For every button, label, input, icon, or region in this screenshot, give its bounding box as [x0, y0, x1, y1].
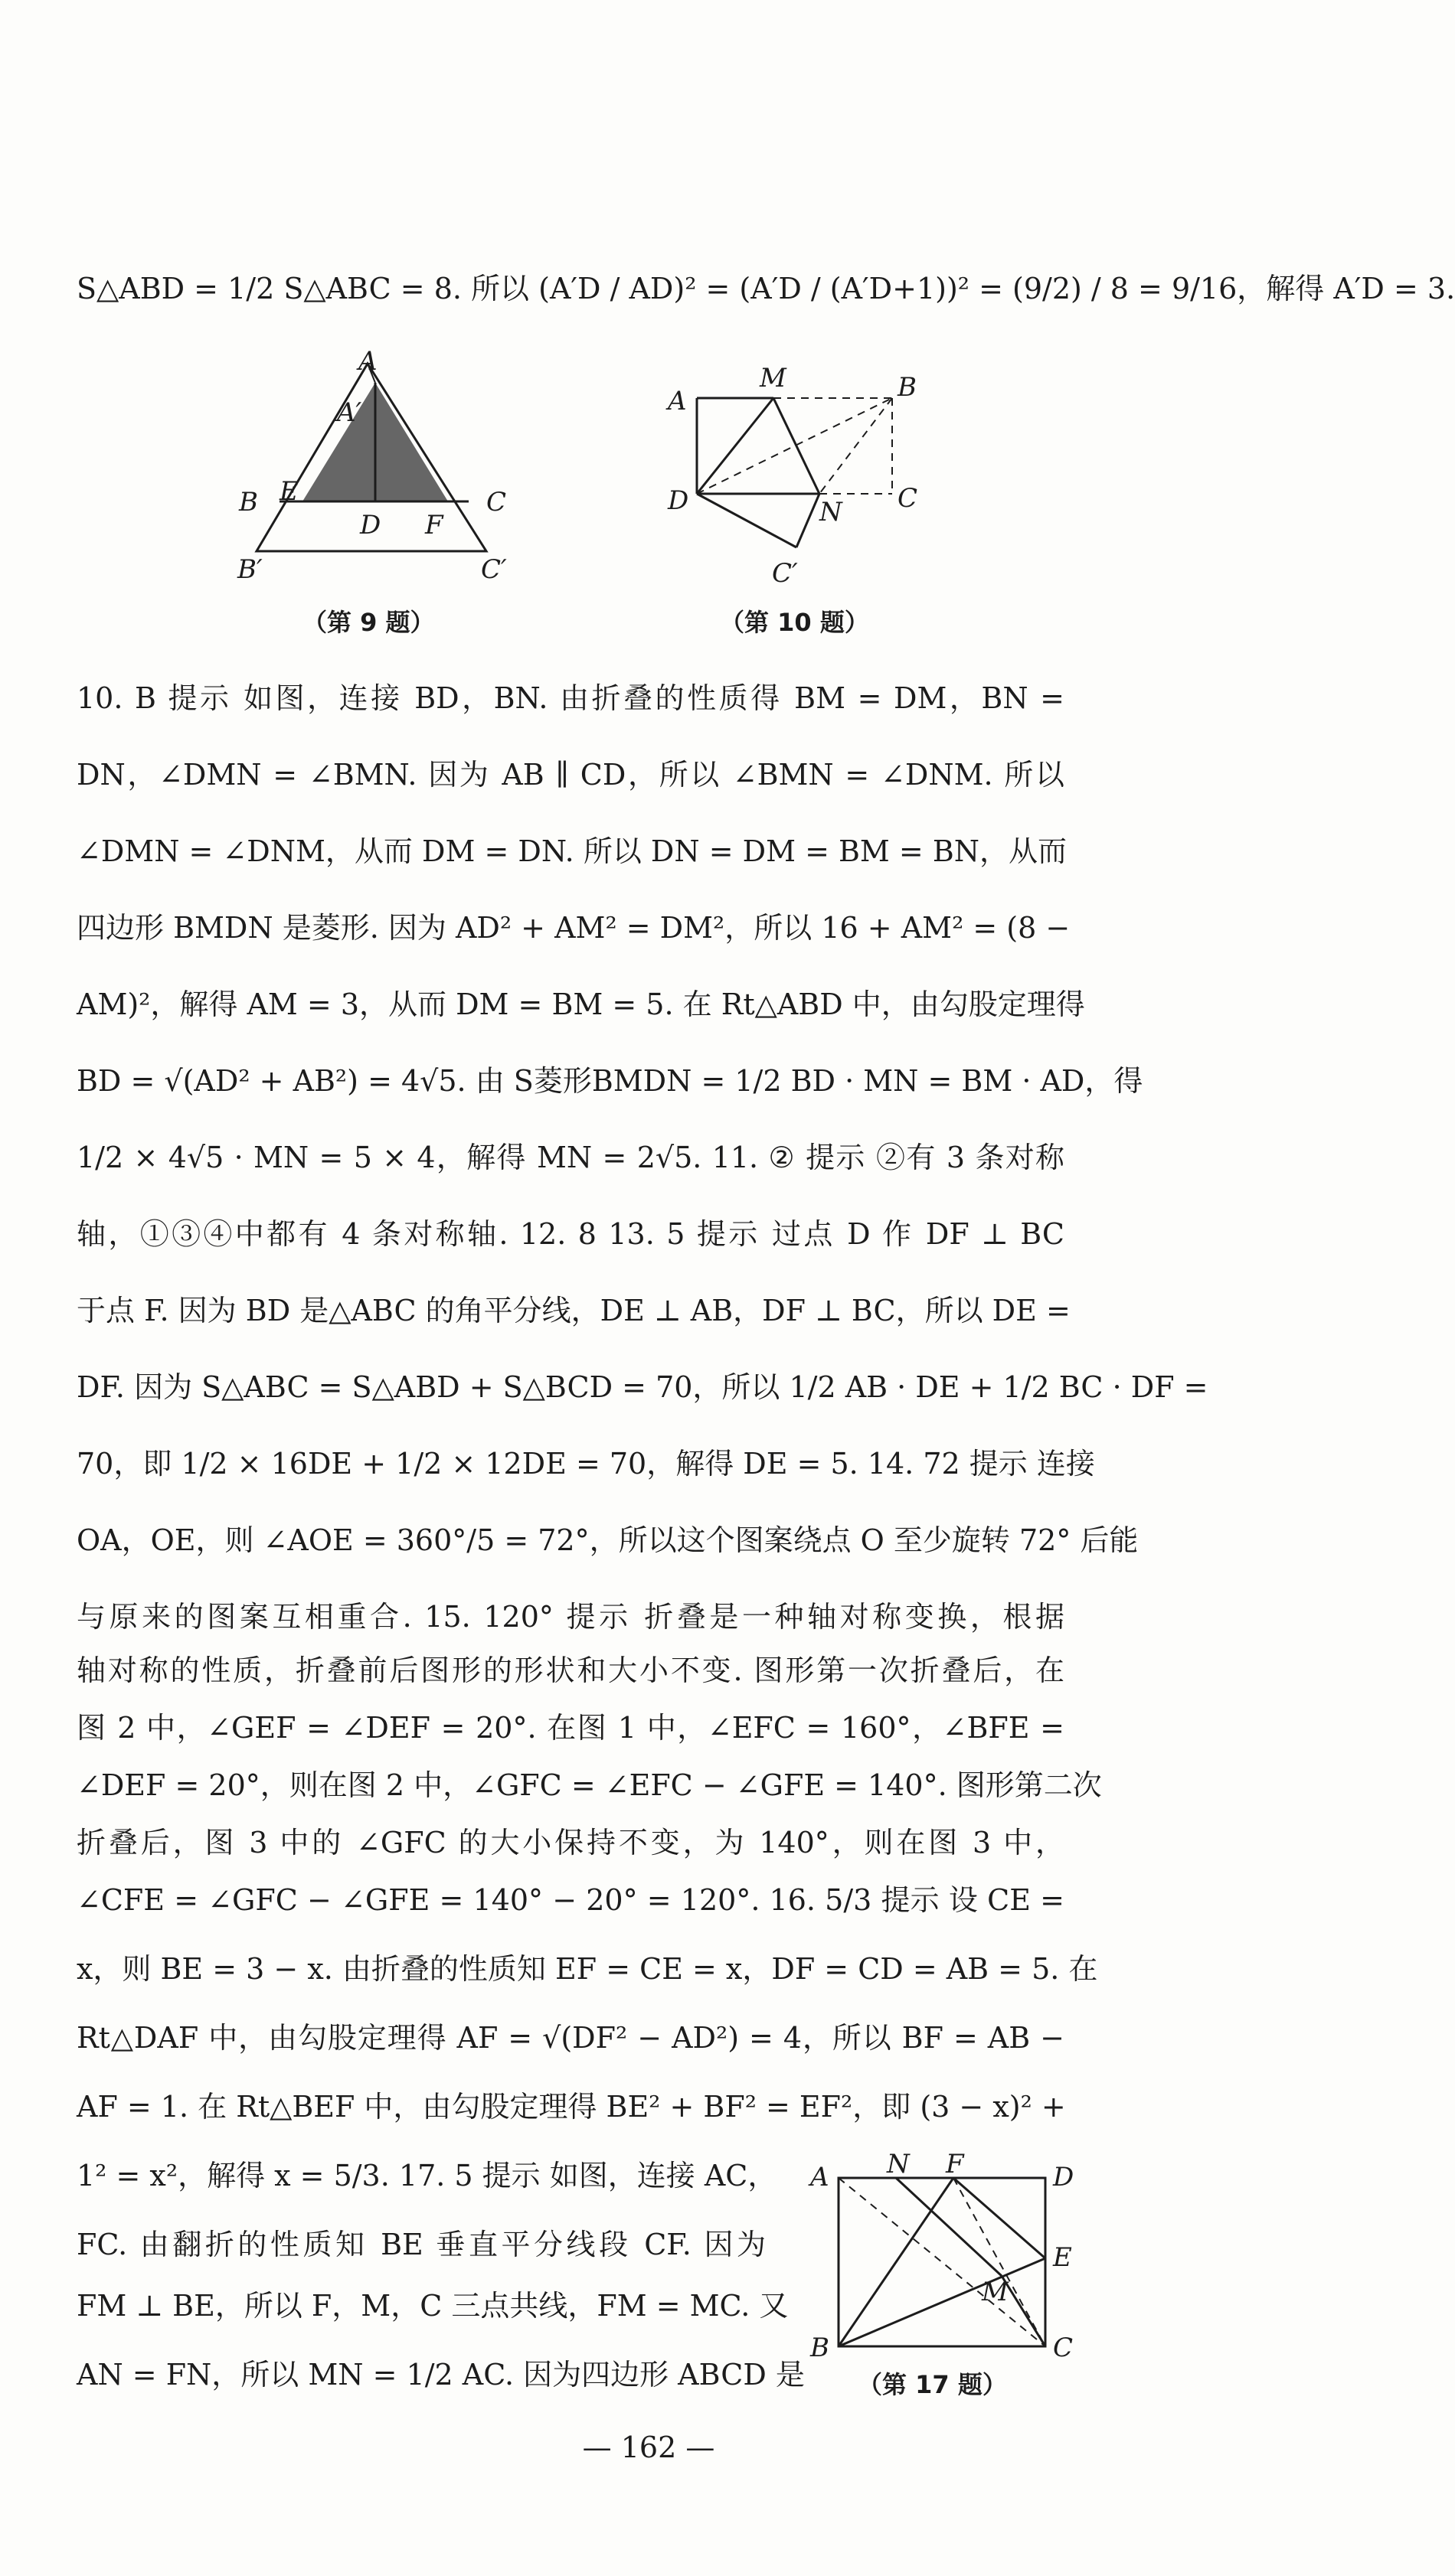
figure-10-caption: （第 10 题）: [720, 608, 869, 637]
fig9-label-C: C: [486, 487, 507, 517]
figure-9-caption: （第 9 题）: [302, 608, 435, 637]
text-line-11: DF. 因为 S△ABC = S△ABD + S△BCD = 70，所以 1/2 AB · DE + 1/2 BC · DF =: [77, 1370, 1208, 1404]
fig10-label-A: A: [668, 386, 687, 416]
fig10-label-M: M: [760, 363, 786, 393]
text-line-12: 70，即 1/2 × 16DE + 1/2 × 12DE = 70，解得 DE = 5. 14. 72 提示 连接: [77, 1447, 1095, 1481]
figure-10: [659, 356, 934, 593]
text-line-16: 图 2 中，∠GEF = ∠DEF = 20°. 在图 1 中，∠EFC = 160°，∠BFE =: [77, 1711, 1064, 1745]
fig9-label-F: F: [425, 510, 443, 540]
figure-9: [222, 346, 528, 586]
fig17-label-F: F: [946, 2149, 964, 2179]
text-line-7: BD = √(AD² + AB²) = 4√5. 由 S菱形BMDN = 1/2 BD · MN = BM · AD，得: [77, 1064, 1143, 1098]
fig9-label-A-prime: A′: [337, 397, 362, 428]
fig9-label-D: D: [360, 510, 381, 540]
page-number: — 162 —: [582, 2431, 715, 2464]
fig9-label-A: A: [358, 346, 378, 377]
fig17-label-B: B: [810, 2333, 829, 2363]
text-line-3: DN，∠DMN = ∠BMN. 因为 AB ∥ CD，所以 ∠BMN = ∠DNM. 所以: [77, 758, 1064, 792]
fig9-label-E: E: [280, 476, 299, 507]
fig17-label-D: D: [1053, 2162, 1074, 2192]
figure-17-caption: （第 17 题）: [858, 2370, 1007, 2399]
fig10-label-C: C: [898, 483, 918, 514]
text-line-23: 1² = x²，解得 x = 5/3. 17. 5 提示 如图，连接 AC，: [77, 2159, 777, 2192]
fig9-label-C-prime: C′: [481, 554, 507, 585]
fig9-label-B-prime: B′: [237, 554, 263, 585]
text-line-1: S△ABD = 1/2 S△ABC = 8. 所以 (A′D / AD)² = (A′D / (A′D+1))² = (9/2) / 8 = 9/16，解得 A′D = 3.: [77, 272, 1455, 305]
figure-17: [796, 2151, 1087, 2373]
text-line-18: 折叠后，图 3 中的 ∠GFC 的大小保持不变，为 140°，则在图 3 中，: [77, 1826, 1064, 1859]
text-line-4: ∠DMN = ∠DNM，从而 DM = DN. 所以 DN = DM = BM = BN，从而: [77, 834, 1068, 868]
fig10-label-B: B: [898, 372, 917, 403]
text-line-21: Rt△DAF 中，由勾股定理得 AF = √(DF² − AD²) = 4，所以 BF = AB −: [77, 2021, 1064, 2055]
fig10-label-N: N: [819, 497, 842, 527]
text-line-13: OA，OE，则 ∠AOE = 360°/5 = 72°，所以这个图案绕点 O 至少旋转 72° 后能: [77, 1523, 1139, 1557]
text-line-10: 于点 F. 因为 BD 是△ABC 的角平分线，DE ⊥ AB，DF ⊥ BC，所以 DE =: [77, 1294, 1071, 1327]
text-line-22: AF = 1. 在 Rt△BEF 中，由勾股定理得 BE² + BF² = EF²，即 (3 − x)² +: [77, 2090, 1066, 2124]
fig9-label-B: B: [239, 487, 258, 517]
text-line-25: FM ⊥ BE，所以 F，M，C 三点共线，FM = MC. 又: [77, 2289, 789, 2323]
fig17-label-A: A: [810, 2162, 829, 2192]
fig17-label-E: E: [1053, 2242, 1072, 2273]
text-line-24: FC. 由翻折的性质知 BE 垂直平分线段 CF. 因为: [77, 2228, 766, 2261]
text-line-5: 四边形 BMDN 是菱形. 因为 AD² + AM² = DM²，所以 16 + AM² = (8 −: [77, 911, 1071, 945]
text-line-6: AM)²，解得 AM = 3，从而 DM = BM = 5. 在 Rt△ABD 中，由勾股定理得: [77, 988, 1085, 1021]
text-line-15: 轴对称的性质，折叠前后图形的形状和大小不变. 图形第一次折叠后，在: [77, 1654, 1064, 1687]
text-line-9: 轴，①③④中都有 4 条对称轴. 12. 8 13. 5 提示 过点 D 作 DF ⊥ BC: [77, 1217, 1064, 1251]
text-line-26: AN = FN，所以 MN = 1/2 AC. 因为四边形 ABCD 是: [77, 2358, 805, 2392]
fig10-label-C-prime: C′: [772, 558, 798, 589]
text-line-2: 10. B 提示 如图，连接 BD，BN. 由折叠的性质得 BM = DM，BN =: [77, 681, 1064, 715]
text-line-17: ∠DEF = 20°，则在图 2 中，∠GFC = ∠EFC − ∠GFE = 140°. 图形第二次: [77, 1768, 1102, 1802]
fig17-label-M: M: [982, 2277, 1009, 2307]
text-line-14: 与原来的图案互相重合. 15. 120° 提示 折叠是一种轴对称变换，根据: [77, 1600, 1064, 1634]
fig17-label-C: C: [1053, 2333, 1074, 2363]
text-line-20: x，则 BE = 3 − x. 由折叠的性质知 EF = CE = x，DF = CD = AB = 5. 在: [77, 1952, 1098, 1986]
text-line-8: 1/2 × 4√5 · MN = 5 × 4，解得 MN = 2√5. 11. ② 提示 ②有 3 条对称: [77, 1141, 1064, 1174]
fig10-label-D: D: [668, 485, 689, 516]
fig17-label-N: N: [887, 2149, 910, 2179]
text-line-19: ∠CFE = ∠GFC − ∠GFE = 140° − 20° = 120°. 16. 5/3 提示 设 CE =: [77, 1883, 1064, 1917]
